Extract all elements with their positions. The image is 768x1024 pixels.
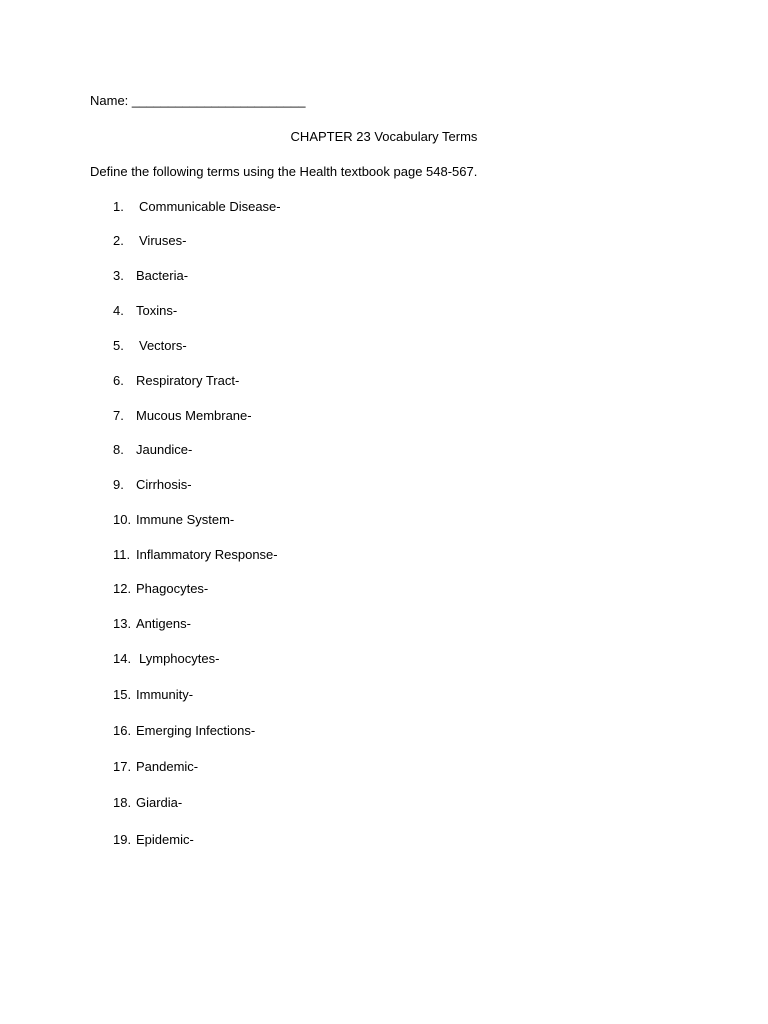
term-number: 6. (113, 373, 124, 388)
term-number: 4. (113, 303, 124, 318)
name-field-label: Name: ________________________ (90, 93, 306, 108)
vocabulary-term (113, 338, 513, 353)
term-label: Antigens- (136, 616, 191, 631)
term-label: Epidemic- (136, 832, 194, 847)
term-label: Cirrhosis- (136, 477, 192, 492)
term-label: Giardia- (136, 795, 183, 810)
vocabulary-term (113, 512, 513, 527)
vocabulary-term (113, 233, 513, 248)
term-label: Toxins- (136, 303, 178, 318)
term-label: Viruses- (139, 233, 187, 248)
term-label: Inflammatory Response- (136, 547, 278, 562)
term-number: 5. (113, 338, 124, 353)
term-number: 13. (113, 616, 132, 631)
term-label: Bacteria- (136, 268, 189, 283)
term-number: 18. (113, 795, 132, 810)
term-label: Phagocytes- (136, 581, 209, 596)
vocabulary-term (113, 616, 513, 631)
term-label: Emerging Infections- (136, 723, 256, 738)
term-label: Lymphocytes- (139, 651, 220, 666)
term-label: Communicable Disease- (139, 199, 281, 214)
vocabulary-term (113, 547, 513, 562)
instructions-text: Define the following terms using the Health textbook page 548-567. (90, 164, 478, 179)
term-number: 19. (113, 832, 132, 847)
term-number: 15. (113, 687, 132, 702)
term-number: 9. (113, 477, 124, 492)
vocabulary-term (113, 687, 513, 702)
vocabulary-term (113, 442, 513, 457)
page-title (0, 129, 768, 144)
term-number: 3. (113, 268, 124, 283)
term-number: 7. (113, 408, 124, 423)
term-label: Immunity- (136, 687, 194, 702)
term-label: Pandemic- (136, 759, 199, 774)
title-text: CHAPTER 23 Vocabulary Terms (290, 129, 478, 144)
term-number: 14. (113, 651, 132, 666)
vocabulary-term (113, 581, 513, 596)
vocabulary-term (113, 373, 513, 388)
vocabulary-term (113, 795, 513, 810)
term-number: 2. (113, 233, 124, 248)
vocabulary-term (113, 477, 513, 492)
vocabulary-term (113, 408, 513, 423)
term-number: 16. (113, 723, 132, 738)
term-label: Immune System- (136, 512, 235, 527)
term-number: 8. (113, 442, 124, 457)
term-label: Vectors- (139, 338, 187, 353)
term-number: 12. (113, 581, 132, 596)
term-label: Mucous Membrane- (136, 408, 252, 423)
vocabulary-term (113, 199, 513, 214)
vocabulary-term (113, 723, 513, 738)
term-number: 11. (113, 547, 131, 562)
vocabulary-term (113, 268, 513, 283)
vocabulary-term (113, 832, 513, 847)
vocabulary-term (113, 303, 513, 318)
term-number: 17. (113, 759, 132, 774)
term-label: Respiratory Tract- (136, 373, 240, 388)
term-label: Jaundice- (136, 442, 193, 457)
vocabulary-term (113, 651, 513, 666)
term-number: 10. (113, 512, 132, 527)
term-number: 1. (113, 199, 124, 214)
vocabulary-term (113, 759, 513, 774)
